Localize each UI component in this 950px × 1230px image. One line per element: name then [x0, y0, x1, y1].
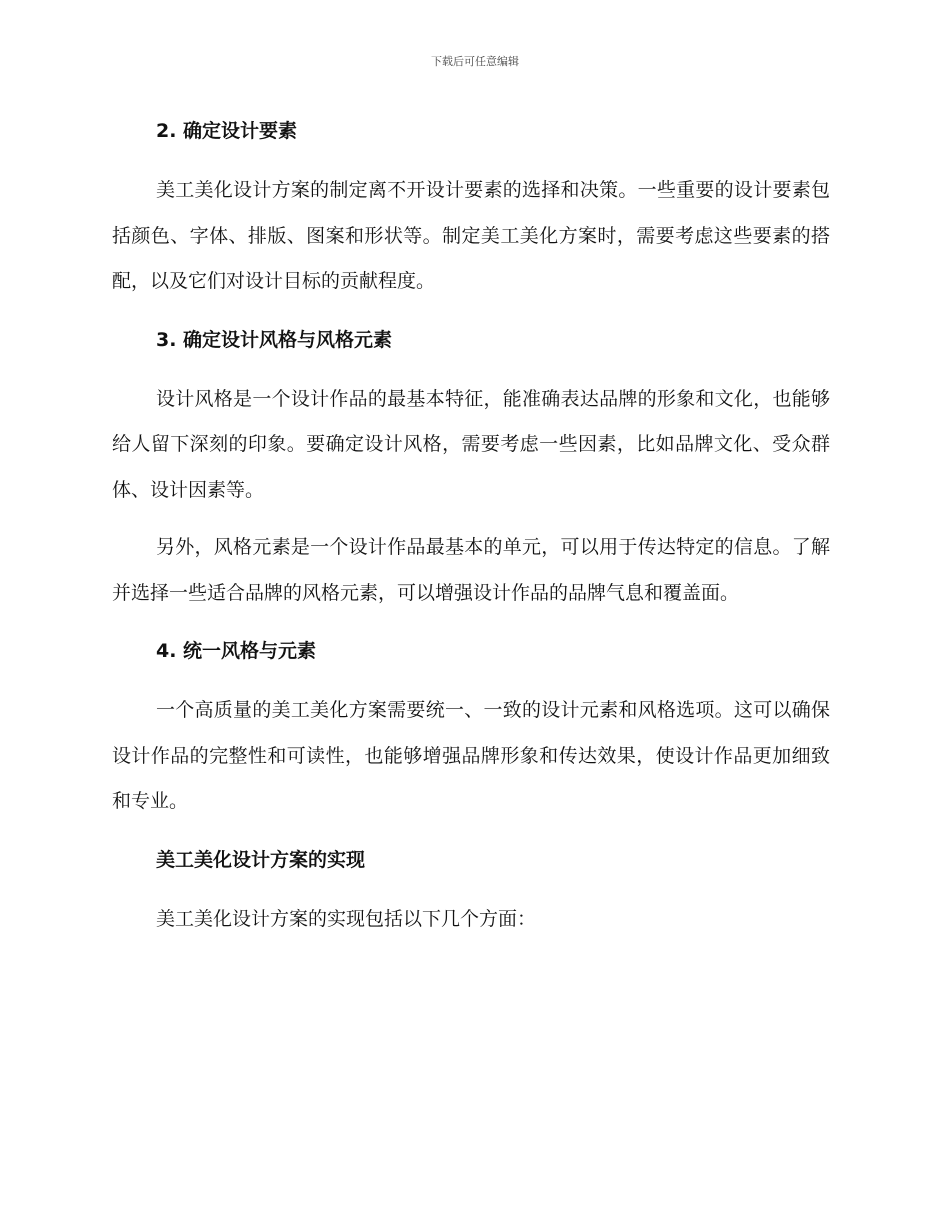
section-heading-unify-style: 4. 统一风格与元素 — [156, 640, 317, 662]
section-heading-design-elements: 2. 确定设计要素 — [156, 120, 298, 142]
section-heading-design-style: 3. 确定设计风格与风格元素 — [156, 328, 393, 351]
page-header-note: 下载后可任意编辑 — [431, 55, 519, 68]
paragraph-style-elements: 另外，风格元素是一个设计作品最基本的单元，可以用于传达特定的信息。了解并选择一些适合品牌的风格元素，可以增强设计作品的品牌气息和覆盖面。 — [112, 536, 830, 604]
paragraph-design-style: 设计风格是一个设计作品的最基本特征，能准确表达品牌的形象和文化，也能够给人留下深刻的印象。要确定设计风格，需要考虑一些因素，比如品牌文化、受众群体、设计因素等。 — [112, 387, 830, 501]
document-body — [112, 108, 830, 942]
paragraph-unify-style: 一个高质量的美工美化方案需要统一、一致的设计元素和风格选项。这可以确保设计作品的完整性和可读性，也能够增强品牌形象和传达效果，使设计作品更加细致和专业。 — [112, 699, 830, 812]
paragraph-implementation: 美工美化设计方案的实现包括以下几个方面： — [156, 907, 537, 930]
paragraph-design-elements: 美工美化设计方案的制定离不开设计要素的选择和决策。一些重要的设计要素包括颜色、字体、排版、图案和形状等。制定美工美化方案时，需要考虑这些要素的搭配，以及它们对设计目标的贡献程度。 — [112, 179, 830, 292]
section-heading-implementation: 美工美化设计方案的实现 — [156, 848, 366, 871]
